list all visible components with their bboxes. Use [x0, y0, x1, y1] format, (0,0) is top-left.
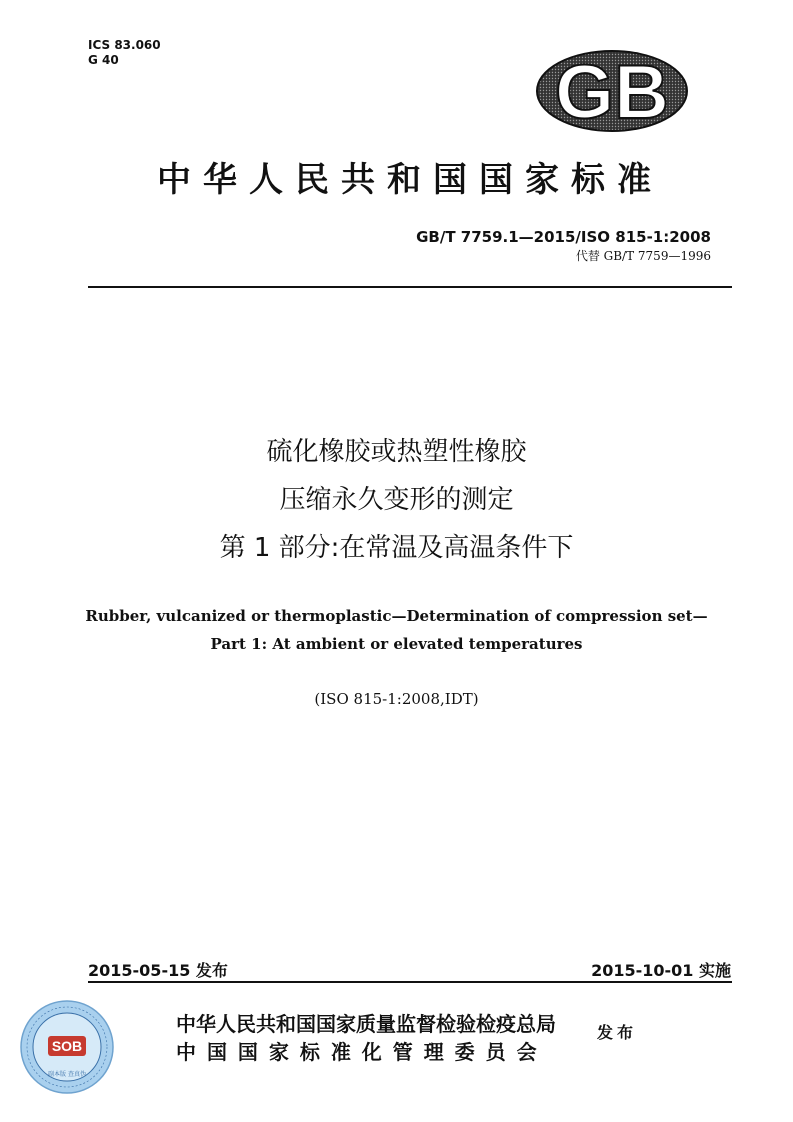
footer-divider — [88, 981, 732, 983]
stamp-bottom-text: 副本版 查真伪 — [48, 1071, 86, 1078]
en-title-line-1: Rubber, vulcanized or thermoplastic—Determination of compression set— — [85, 607, 708, 625]
cn-title-line-3: 第 1 部分:在常温及高温条件下 — [219, 533, 574, 563]
issuer-line-1: 中华人民共和国国家质量监督检验检疫总局 — [176, 1012, 556, 1036]
cn-title-line-2: 压缩永久变形的测定 — [279, 485, 514, 515]
iso-reference: (ISO 815-1:2008,IDT) — [314, 690, 479, 708]
stamp-center-text: SOB — [51, 1038, 83, 1054]
publish-date: 2015-05-15 发布 — [88, 961, 228, 980]
en-title-line-2: Part 1: At ambient or elevated temperatures — [210, 635, 583, 653]
classification-codes — [88, 38, 161, 68]
implementation-date: 2015-10-01 实施 — [591, 961, 731, 980]
standard-number: GB/T 7759.1—2015/ISO 815-1:2008 — [416, 228, 711, 246]
main-title: 中华人民共和国国家标准 — [157, 160, 663, 200]
issuer-line-2: 中 国 国 家 标 准 化 管 理 委 员 会 — [176, 1040, 539, 1064]
gb-logo-text: GB — [555, 50, 669, 132]
ccs-code: G 40 — [88, 53, 119, 67]
anti-counterfeit-stamp — [20, 1000, 114, 1094]
cn-title-line-1: 硫化橡胶或热塑性橡胶 — [266, 437, 527, 467]
ics-code: ICS 83.060 — [88, 38, 161, 52]
publish-action: 发布 — [597, 1023, 638, 1042]
header-divider — [88, 286, 732, 288]
replaces-standard: 代替 GB/T 7759—1996 — [575, 249, 711, 263]
gb-logo — [536, 50, 688, 132]
